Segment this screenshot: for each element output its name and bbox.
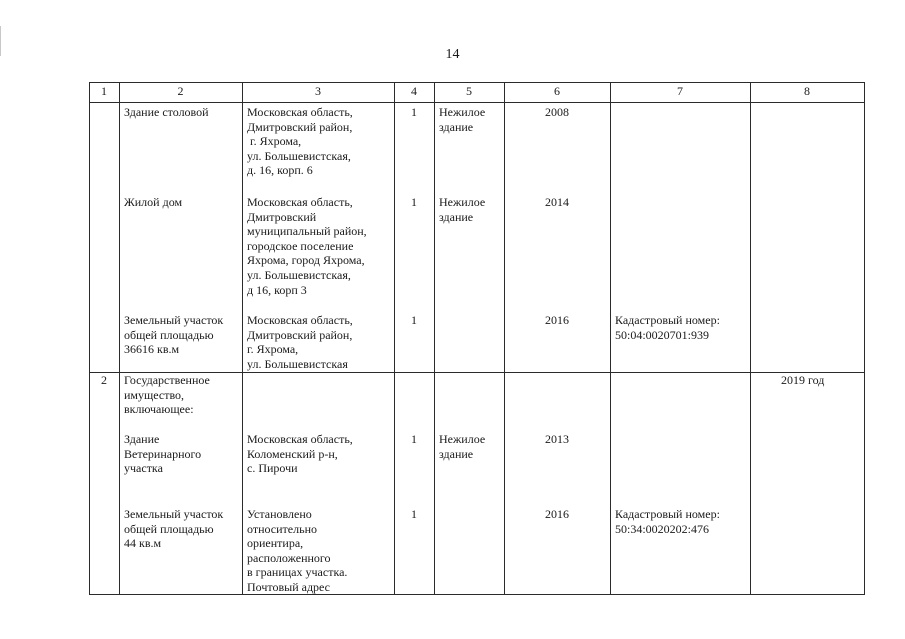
col-line-6 [610,82,611,595]
header-col-4: 4 [411,84,417,98]
header-col-2: 2 [177,84,184,98]
col-line-0 [89,82,90,595]
col-line-4 [434,82,435,595]
row-2-type: Нежилое здание [439,195,486,224]
row-2-address: Московская область, Дмитровский муниципальный район, городское поселение Яхрома, город Яхрома, ул. Большевистская, д 16, корп 3 [247,195,367,297]
row-4-col8-year: 2019 год [781,373,825,387]
header-col-5: 5 [466,84,472,98]
row-3-quantity: 1 [411,313,417,327]
row-6-year: 2016 [545,507,569,521]
table-border-bottom [89,594,865,595]
row-5-year: 2013 [545,432,569,446]
row-2-year: 2014 [545,195,569,209]
row-1-name: Здание столовой [124,105,209,119]
row-6-address: Установлено относительно ориентира, расположенного в границах участка. Почтовый адрес [247,507,348,594]
col-line-7 [750,82,751,595]
row-3-cadastral-note: Кадастровый номер: 50:04:0020701:939 [615,313,720,342]
header-col-8: 8 [804,84,810,98]
property-table [89,82,865,595]
col-line-8 [864,82,865,595]
row-1-type: Нежилое здание [439,105,486,134]
row-6-name: Земельный участок общей площадью 44 кв.м [124,507,224,551]
row-4-number: 2 [101,373,107,387]
header-col-7: 7 [677,84,683,98]
row-1-year: 2008 [545,105,569,119]
row-4-name: Государственное имущество, включающее: [124,373,210,417]
row-5-name: Здание Ветеринарного участка [124,432,202,476]
col-line-2 [242,82,243,595]
header-row-divider [89,102,865,103]
col-line-1 [119,82,120,595]
row-3-name: Земельный участок общей площадью 36616 кв.м [124,313,224,357]
row-6-quantity: 1 [411,507,417,521]
row-5-quantity: 1 [411,432,417,446]
header-col-6: 6 [554,84,560,98]
page-number: 14 [445,47,460,62]
row-5-type: Нежилое здание [439,432,486,461]
row-1-address: Московская область, Дмитровский район, г. Яхрома, ул. Большевистская, д. 16, корп. 6 [247,105,353,178]
row-3-year: 2016 [545,313,569,327]
row-2-name: Жилой дом [124,195,183,209]
header-col-3: 3 [315,84,321,98]
row-6-cadastral-note: Кадастровый номер: 50:34:0020202:476 [615,507,720,536]
row-5-address: Московская область, Коломенский р-н, с. Пирочи [247,432,353,476]
header-col-1: 1 [101,84,107,98]
row-1-quantity: 1 [411,105,417,119]
row-2-quantity: 1 [411,195,417,209]
row-3-address: Московская область, Дмитровский район, г. Яхрома, ул. Большевистская [247,313,353,371]
